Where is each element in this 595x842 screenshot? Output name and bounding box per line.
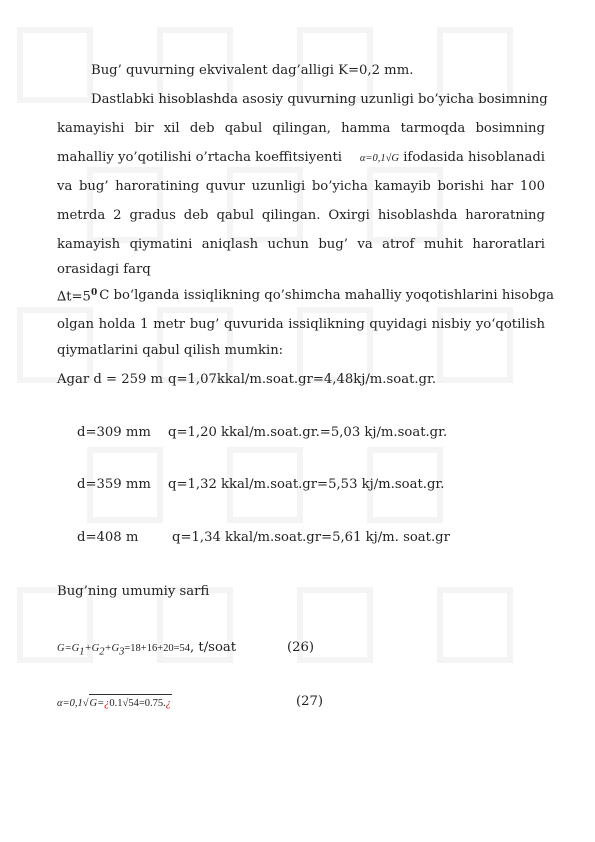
equation-26-unit: , t/soat	[190, 640, 237, 655]
row-q: q=1,20 kkal/m.soat.gr.=5,03 kj/m.soat.gr.	[168, 425, 448, 440]
paragraph-line-3-end: ifodasida hisoblanadi	[403, 150, 545, 165]
paragraph-line-8	[57, 288, 554, 305]
equation-26-number: (26)	[287, 640, 315, 655]
alpha-formula-g: G	[391, 153, 400, 164]
alpha-formula: α=0,1√G ifodasida hisoblanadi	[359, 150, 545, 165]
paragraph-line-3	[57, 150, 545, 165]
roughness-line: Bug’ quvurning ekvivalent dag’alligi K=0,2 mm.	[91, 63, 414, 78]
paragraph-line-7: orasidagi farq	[57, 262, 151, 277]
paragraph-line-4: va bug’ haroratining quvur uzunligi bo’yicha kamayib borishi har 100	[57, 179, 545, 194]
paragraph-line-1: Dastlabki hisoblashda asosiy quvurning uzunligi bo’yicha bosimning	[91, 92, 548, 107]
paragraph-line-10: qiymatlarini qabul qilish mumkin:	[57, 343, 284, 358]
paragraph-line-3-text: mahalliy yo’qotilishi o’rtacha koeffitsiyenti	[57, 150, 343, 165]
row-d: d=359 mm	[77, 477, 151, 492]
row-d: d=408 m	[77, 530, 139, 545]
equation-27-number: (27)	[296, 694, 324, 709]
paragraph-line-8-text: C bo‘lganda issiqlikning qo’shimcha mahalliy yoqotishlarini hisobga	[99, 288, 554, 303]
paragraph-line-9: olgan holda 1 metr bug’ quvurida issiqlikning quyidagi nisbiy yo‘qotilish	[57, 317, 545, 332]
row-q: q=1,32 kkal/m.soat.gr=5,53 kj/m.soat.gr.	[168, 477, 445, 492]
row-q: q=1,34 kkal/m.soat.gr=5,61 kj/m. soat.gr	[172, 530, 450, 545]
paragraph-line-2: kamayishi bir xil deb qabul qilingan, hamma tarmoqda bosimning	[57, 121, 545, 136]
row-d: d=309 mm	[77, 425, 151, 440]
equation-26: $G=G_1+G_2+G_3=18+16+20=54$, t/soat	[57, 640, 237, 658]
consumption-heading: Bug’ning umumiy sarfi	[57, 584, 210, 599]
row-d: Agar d = 259 m	[57, 372, 164, 387]
paragraph-line-5: metrda 2 gradus deb qabul qilingan. Oxirgi hisoblashda haroratning	[57, 208, 545, 223]
equation-27: α=0,1√G=¿0.1√54=0.75.¿	[57, 694, 172, 710]
paragraph-line-6: kamayish qiymatini aniqlash uchun bug’ va atrof muhit haroratlari	[57, 237, 545, 252]
row-q: q=1,07kkal/m.soat.gr=4,48kj/m.soat.gr.	[168, 372, 437, 387]
delta-t: $\Delta t=5^0$	[57, 288, 98, 305]
alpha-formula-lhs: α=0,1	[359, 153, 386, 164]
